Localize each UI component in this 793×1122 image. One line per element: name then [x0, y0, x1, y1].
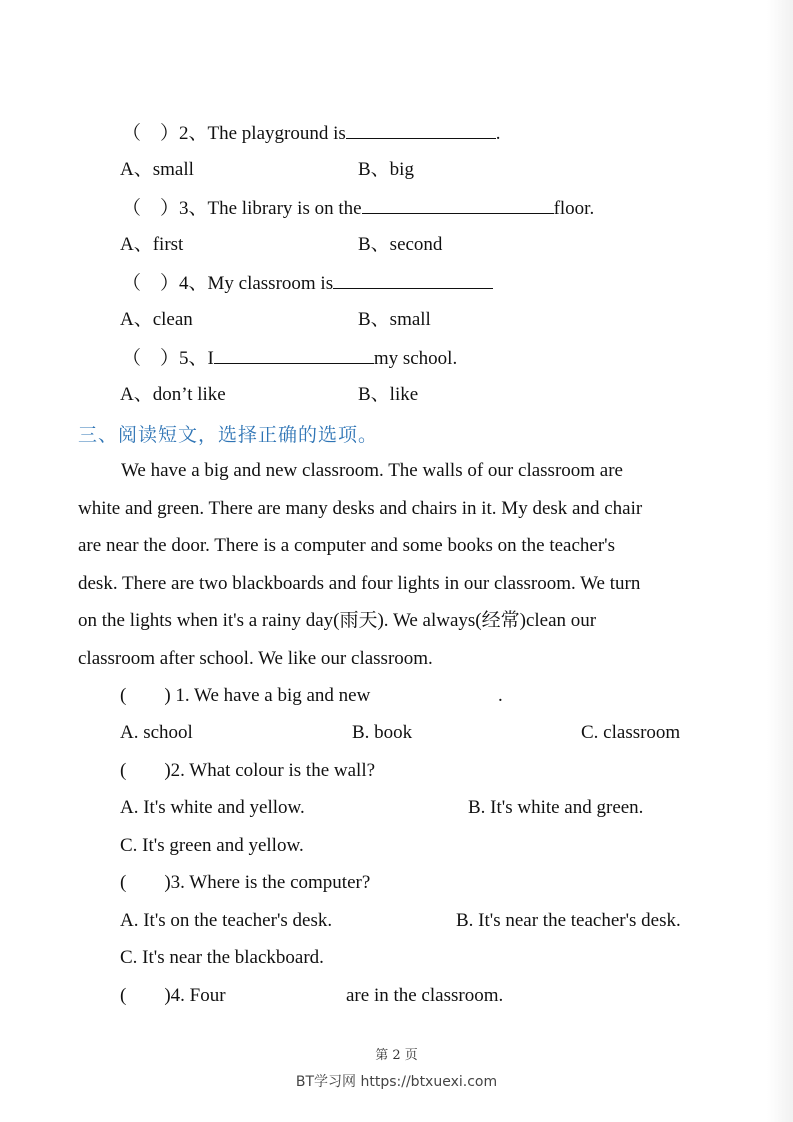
- question-5-option-a: A、don’t like: [120, 384, 226, 405]
- question-4-option-b: B、small: [358, 309, 431, 330]
- question-3-option-a: A、first: [120, 234, 184, 255]
- question-3-stem: （ ）3、The library is on the: [122, 198, 362, 219]
- reading-question-3-stem: ( )3. Where is the computer?: [120, 872, 371, 893]
- question-3: [122, 196, 594, 221]
- reading-question-4-stem: ( )4. Four: [120, 985, 226, 1006]
- question-4: [122, 271, 493, 296]
- page-number: 第 2 页: [375, 1048, 418, 1063]
- reading-question-1-option-b: B. book: [352, 722, 413, 743]
- reading-question-3-option-a: A. It's on the teacher's desk.: [120, 910, 333, 931]
- reading-question-3-option-c: C. It's near the blackboard.: [120, 947, 324, 968]
- passage-line: are near the door. There is a computer and some books on the teacher's: [78, 535, 615, 557]
- answer-blank[interactable]: [362, 196, 554, 214]
- section-title: 三、阅读短文，选择正确的选项。: [78, 424, 379, 446]
- reading-question-3-option-b: B. It's near the teacher's desk.: [456, 910, 681, 931]
- reading-question-1: [120, 684, 370, 708]
- question-3-end: floor.: [553, 198, 595, 219]
- reading-question-2-option-c: C. It's green and yellow.: [120, 835, 304, 856]
- answer-blank[interactable]: [333, 271, 493, 289]
- passage-line: classroom after school. We like our classroom.: [78, 647, 433, 669]
- question-2-option-b: B、big: [358, 159, 414, 180]
- passage-line: desk. There are two blackboards and four lights in our classroom. We turn: [78, 572, 641, 594]
- reading-question-1-option-a: A. school: [120, 722, 193, 743]
- question-2-end: .: [495, 123, 501, 144]
- reading-question-4-end: are in the classroom.: [346, 985, 504, 1006]
- passage-line: white and green. There are many desks and chairs in it. My desk and chair: [78, 497, 643, 519]
- answer-blank[interactable]: [214, 346, 374, 364]
- question-5-end: my school.: [373, 348, 458, 369]
- answer-blank[interactable]: [346, 121, 496, 139]
- reading-question-1-stem: ( ) 1. We have a big and new: [120, 685, 371, 706]
- question-2-option-a: A、small: [120, 159, 194, 180]
- question-5: [122, 346, 457, 371]
- passage-line: on the lights when it's a rainy day(雨天). We always(经常)clean our: [78, 610, 597, 632]
- reading-question-2-option-b: B. It's white and green.: [468, 797, 644, 818]
- reading-question-1-option-c: C. classroom: [581, 722, 681, 743]
- passage-line: We have a big and new classroom. The walls of our classroom are: [121, 460, 623, 481]
- question-5-option-b: B、like: [358, 384, 419, 405]
- reading-question-2-option-a: A. It's white and yellow.: [120, 797, 305, 818]
- question-4-option-a: A、clean: [120, 309, 193, 330]
- reading-question-2-stem: ( )2. What colour is the wall?: [120, 760, 376, 781]
- question-4-stem: （ ）4、My classroom is: [122, 273, 334, 294]
- reading-passage: [78, 452, 724, 678]
- question-2: [122, 121, 501, 146]
- site-watermark: BT学习网 https://btxuexi.com: [295, 1074, 498, 1090]
- question-2-stem: （ ）2、The playground is: [122, 123, 346, 144]
- question-5-stem: （ ）5、I: [122, 348, 214, 369]
- reading-question-1-end: .: [498, 685, 503, 706]
- question-3-option-b: B、second: [358, 234, 443, 255]
- page-edge-shadow: [767, 0, 793, 1122]
